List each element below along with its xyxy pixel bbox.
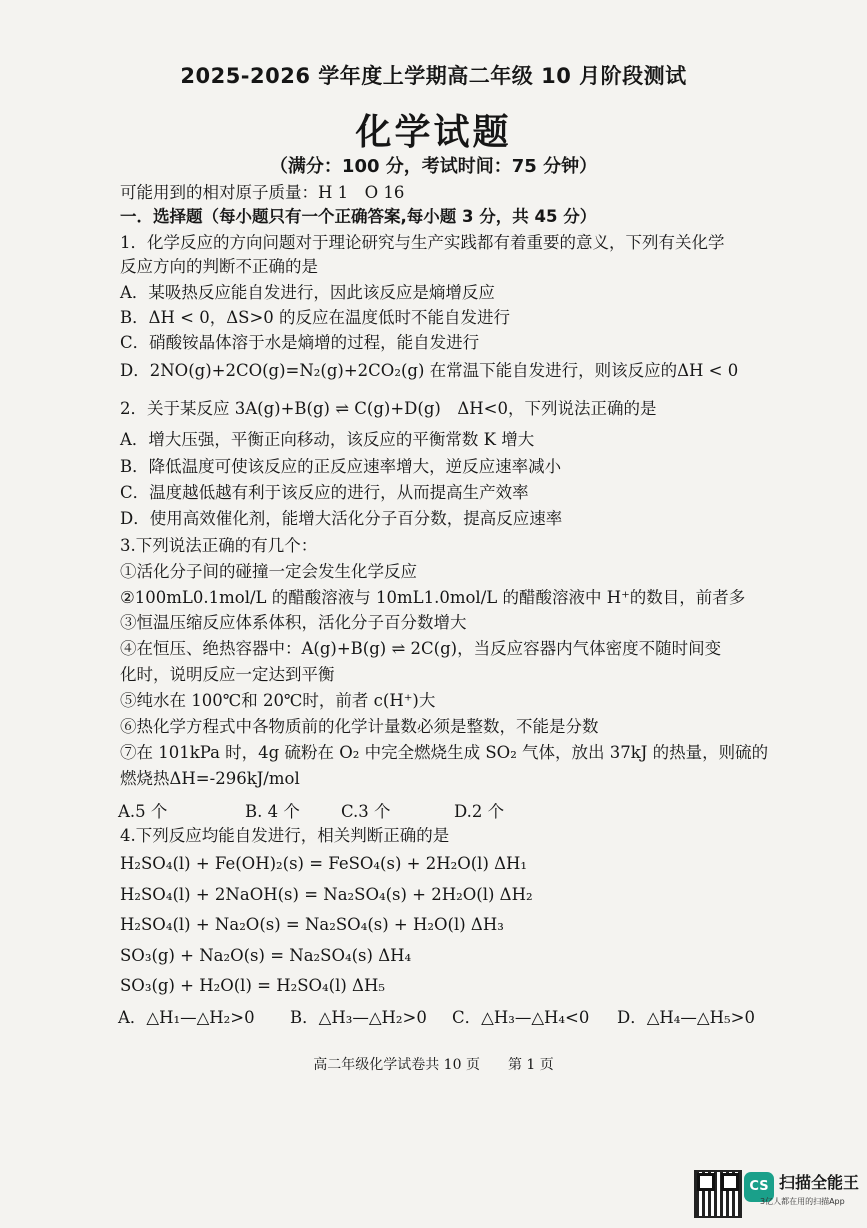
atomic-mass-note: 可能用到的相对原子质量：H 1 O 16 [120, 183, 405, 202]
q2-option-b: B．降低温度可使该反应的正反应速率增大，逆反应速率减小 [120, 457, 562, 476]
q2-stem: 2．关于某反应 3A(g)+B(g) ⇌ C(g)+D(g) ΔH<0，下列说法正确的是 [120, 399, 657, 418]
q3-item-1: ①活化分子间的碰撞一定会发生化学反应 [120, 562, 417, 581]
q3-option-c: C.3 个 [341, 802, 391, 821]
q2-option-a: A．增大压强，平衡正向移动，该反应的平衡常数 K 增大 [120, 430, 535, 449]
q4-equation-4: SO₃(g) + Na₂O(s) = Na₂SO₄(s) ΔH₄ [120, 946, 412, 965]
q2-option-d: D．使用高效催化剂，能增大活化分子百分数，提高反应速率 [120, 509, 563, 528]
q3-item-2: ②100mL0.1mol/L 的醋酸溶液与 10mL1.0mol/L 的醋酸溶液中 H⁺的数目，前者多 [120, 588, 746, 607]
q2-option-c: C．温度越低越有利于该反应的进行，从而提高生产效率 [120, 483, 529, 502]
q4-option-a: A．△H₁—△H₂>0 [118, 1008, 255, 1027]
q1-option-b: B．ΔH < 0，ΔS>0 的反应在温度低时不能自发进行 [120, 308, 511, 327]
q3-item-3: ③恒温压缩反应体系体积，活化分子百分数增大 [120, 613, 467, 632]
q3-item-7-line1: ⑦在 101kPa 时，4g 硫粉在 O₂ 中完全燃烧生成 SO₂ 气体，放出 37kJ 的热量，则硫的 [120, 743, 769, 762]
q4-option-b: B．△H₃—△H₂>0 [290, 1008, 427, 1027]
camscanner-logo-icon: CS [744, 1172, 774, 1202]
exam-title: 2025-2026 学年度上学期高二年级 10 月阶段测试 [180, 64, 687, 88]
q1-option-a: A．某吸热反应能自发进行，因此该反应是熵增反应 [120, 283, 495, 302]
page-footer: 高二年级化学试卷共 10 页 第 1 页 [313, 1057, 554, 1073]
scanner-brand-name: 扫描全能王 [779, 1173, 860, 1192]
q4-equation-1: H₂SO₄(l) + Fe(OH)₂(s) = FeSO₄(s) + 2H₂O(l) ΔH₁ [120, 854, 528, 873]
q4-option-c: C．△H₃—△H₄<0 [452, 1008, 590, 1027]
q3-item-4-line1: ④在恒压、绝热容器中：A(g)+B(g) ⇌ 2C(g)，当反应容器内气体密度不随时间变 [120, 639, 722, 658]
q4-equation-3: H₂SO₄(l) + Na₂O(s) = Na₂SO₄(s) + H₂O(l) ΔH₃ [120, 915, 504, 934]
q4-equation-2: H₂SO₄(l) + 2NaOH(s) = Na₂SO₄(s) + 2H₂O(l) ΔH₂ [120, 885, 533, 904]
q4-option-d: D．△H₄—△H₅>0 [617, 1008, 755, 1027]
score-info: （满分：100 分，考试时间：75 分钟） [269, 156, 598, 177]
q4-equation-5: SO₃(g) + H₂O(l) = H₂SO₄(l) ΔH₅ [120, 976, 385, 995]
q3-item-6: ⑥热化学方程式中各物质前的化学计量数必须是整数，不能是分数 [120, 717, 599, 736]
q1-option-c: C．硝酸铵晶体溶于水是熵增的过程，能自发进行 [120, 333, 480, 352]
q3-option-a: A.5 个 [118, 802, 168, 821]
scanner-brand-tagline: 3亿人都在用的扫描App [760, 1197, 845, 1206]
q3-item-4-line2: 化时，说明反应一定达到平衡 [120, 665, 335, 684]
q3-option-b: B. 4 个 [245, 802, 300, 821]
subject-title: 化学试题 [355, 112, 512, 153]
qr-code-icon [694, 1170, 742, 1218]
q4-stem: 4.下列反应均能自发进行，相关判断正确的是 [120, 826, 450, 845]
section-one-heading: 一．选择题（每小题只有一个正确答案,每小题 3 分，共 45 分） [120, 207, 597, 226]
q3-option-d: D.2 个 [454, 802, 505, 821]
q3-item-5: ⑤纯水在 100℃和 20℃时，前者 c(H⁺)大 [120, 691, 436, 710]
q3-item-7-line2: 燃烧热ΔH=-296kJ/mol [120, 769, 300, 788]
q1-stem-line1: 1．化学反应的方向问题对于理论研究与生产实践都有着重要的意义，下列有关化学 [120, 233, 725, 252]
q3-stem: 3.下列说法正确的有几个： [120, 536, 318, 555]
q1-option-d: D．2NO(g)+2CO(g)=N₂(g)+2CO₂(g) 在常温下能自发进行，则该反应的ΔH < 0 [120, 361, 739, 380]
q1-stem-line2: 反应方向的判断不正确的是 [120, 257, 318, 276]
